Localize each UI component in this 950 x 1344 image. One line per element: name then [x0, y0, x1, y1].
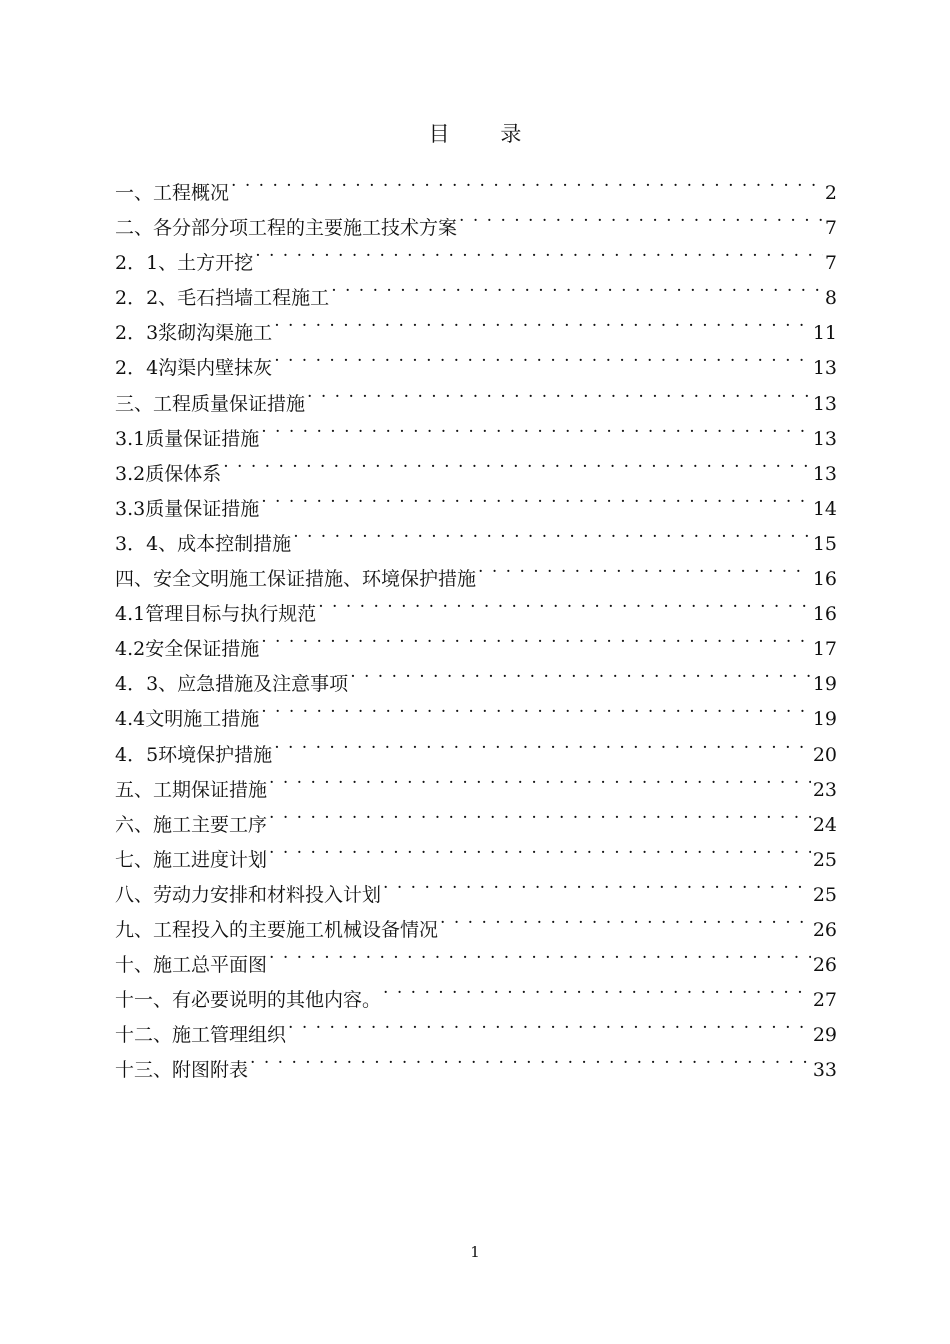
toc-entry-label: 4.4文明施工措施: [115, 708, 260, 731]
toc-entry-page: 20: [812, 743, 837, 766]
toc-entry-page: 24: [812, 813, 837, 836]
toc-dot-leader: [231, 164, 823, 199]
toc-dot-leader: [274, 339, 811, 374]
toc-entry-page: 13: [812, 427, 837, 450]
toc-dot-leader: [383, 971, 811, 1006]
toc-entry-page: 13: [812, 392, 837, 415]
toc-dot-leader: [350, 655, 811, 690]
toc-entry-page: 25: [812, 848, 837, 871]
toc-entry-label: 十一、有必要说明的其他内容。: [115, 989, 382, 1012]
toc-entry-page: 29: [812, 1024, 837, 1047]
toc-entry-page: 7: [824, 252, 837, 275]
toc-entry-page: 33: [812, 1059, 837, 1082]
toc-dot-leader: [269, 761, 811, 796]
toc-dot-leader: [269, 796, 811, 831]
toc-dot-leader: [318, 585, 811, 620]
toc-dot-leader: [261, 620, 811, 655]
toc-dot-leader: [307, 375, 811, 410]
table-of-contents: [115, 164, 837, 1082]
toc-entry-label: 4．3、应急措施及注意事项: [115, 673, 349, 696]
toc-entry-page: 11: [812, 322, 837, 345]
toc-entry[interactable]: [115, 164, 837, 204]
toc-entry-page: 16: [812, 568, 837, 591]
toc-dot-leader: [459, 199, 823, 234]
toc-entry-page: 8: [824, 287, 837, 310]
toc-entry-page: 15: [812, 532, 837, 555]
toc-dot-leader: [255, 234, 823, 269]
toc-entry-label: 3.1质量保证措施: [115, 427, 260, 450]
toc-entry-label: 十二、施工管理组织: [115, 1024, 287, 1047]
toc-entry-page: 13: [812, 462, 837, 485]
toc-entry-label: 一、工程概况: [115, 182, 230, 204]
toc-entry-page: 27: [812, 989, 837, 1012]
toc-entry-page: 19: [812, 708, 837, 731]
toc-dot-leader: [274, 726, 811, 761]
toc-entry-label: 八、劳动力安排和材料投入计划: [115, 883, 382, 906]
toc-dot-leader: [331, 269, 823, 304]
toc-dot-leader: [261, 410, 811, 445]
toc-entry-label: 十、施工总平面图: [115, 954, 268, 977]
toc-entry-page: 26: [812, 918, 837, 941]
toc-entry-label: 十三、附图附表: [115, 1059, 249, 1082]
toc-entry-label: 四、安全文明施工保证措施、环境保护措施: [115, 568, 477, 591]
toc-title: 目 录: [428, 122, 544, 146]
toc-dot-leader: [288, 1006, 811, 1041]
toc-dot-leader: [261, 690, 811, 725]
toc-dot-leader: [440, 901, 811, 936]
toc-dot-leader: [478, 550, 811, 585]
toc-entry-page: 26: [812, 954, 837, 977]
toc-entry[interactable]: [115, 445, 837, 485]
toc-entry-page: 7: [824, 217, 837, 240]
toc-entry-label: 二、各分部分项工程的主要施工技术方案: [115, 217, 458, 240]
toc-entry-page: 23: [812, 778, 837, 801]
toc-entry-label: 九、工程投入的主要施工机械设备情况: [115, 918, 439, 941]
toc-dot-leader: [269, 831, 811, 866]
toc-dot-leader: [269, 936, 811, 971]
toc-entry-label: 3.2质保体系: [115, 462, 222, 485]
toc-entry-page: 16: [812, 603, 837, 626]
toc-entry-label: 3.3质量保证措施: [115, 497, 260, 520]
toc-entry-label: 4.1管理目标与执行规范: [115, 603, 317, 626]
page-number: 1: [470, 1243, 480, 1261]
toc-entry-label: 2．1、土方开挖: [115, 252, 254, 275]
toc-entry-page: 13: [812, 357, 837, 380]
toc-entry-label: 2．2、毛石挡墙工程施工: [115, 287, 330, 310]
toc-entry-label: 3．4、成本控制措施: [115, 532, 292, 555]
toc-entry-label: 七、施工进度计划: [115, 848, 268, 871]
toc-entry-label: 2．4沟渠内壁抹灰: [115, 357, 273, 380]
toc-dot-leader: [293, 515, 811, 550]
toc-entry-label: 4．5环境保护措施: [115, 743, 273, 766]
toc-entry-page: 14: [812, 497, 837, 520]
toc-entry[interactable]: [115, 480, 837, 520]
toc-entry-page: 2: [824, 182, 837, 204]
toc-entry-page: 19: [812, 673, 837, 696]
toc-entry-label: 4.2安全保证措施: [115, 638, 260, 661]
toc-entry-label: 五、工期保证措施: [115, 778, 268, 801]
toc-entry-page: 25: [812, 883, 837, 906]
toc-dot-leader: [250, 1041, 811, 1076]
toc-dot-leader: [261, 480, 811, 515]
toc-dot-leader: [223, 445, 811, 480]
toc-entry-label: 六、施工主要工序: [115, 813, 268, 836]
toc-entry-page: 17: [812, 638, 837, 661]
toc-dot-leader: [274, 304, 811, 339]
toc-entry-label: 2．3浆砌沟渠施工: [115, 322, 273, 345]
toc-dot-leader: [383, 866, 811, 901]
toc-entry-label: 三、工程质量保证措施: [115, 392, 306, 415]
